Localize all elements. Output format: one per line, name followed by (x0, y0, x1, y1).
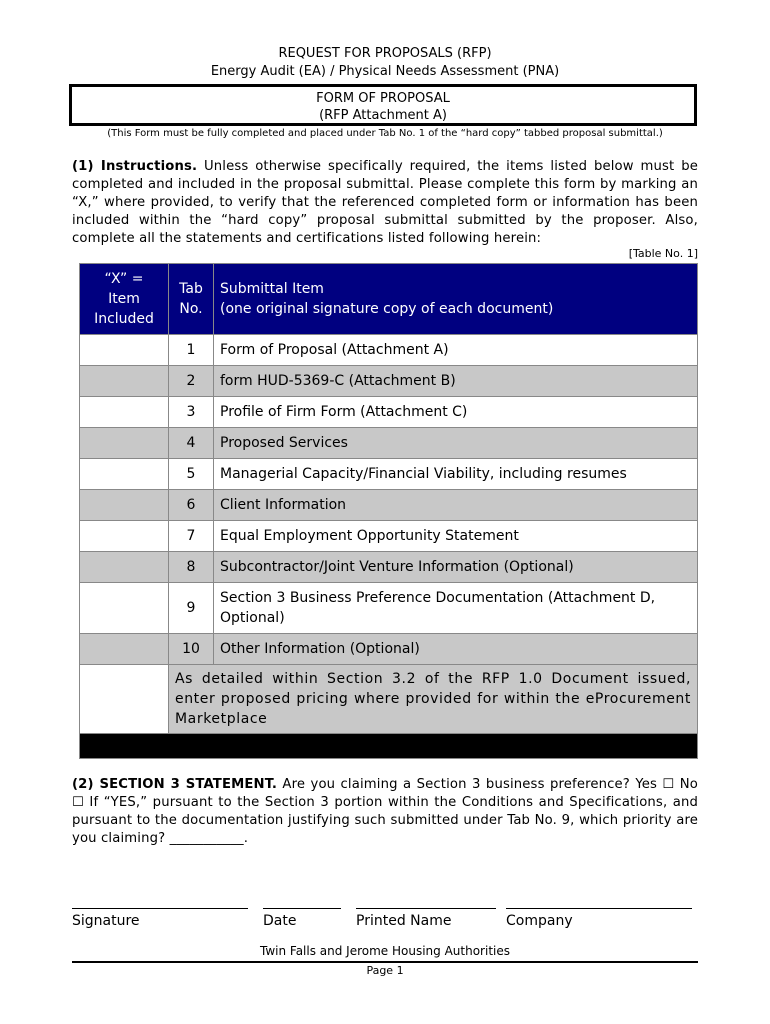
instructions-heading: (1) Instructions. (72, 159, 198, 174)
tab-number: 5 (169, 459, 214, 490)
table-row (80, 490, 698, 521)
submittal-table (79, 263, 698, 759)
submittal-item: form HUD-5369-C (Attachment B) (214, 366, 698, 397)
submittal-item: Subcontractor/Joint Venture Information (Optional) (214, 552, 698, 583)
include-checkbox[interactable] (80, 583, 169, 634)
include-checkbox[interactable] (80, 634, 169, 665)
submittal-item: Section 3 Business Preference Documentation (Attachment D, Optional) (214, 583, 698, 634)
form-title-box (69, 84, 697, 126)
page-number: Page 1 (366, 964, 404, 977)
footer-divider (72, 961, 698, 963)
tab-number: 7 (169, 521, 214, 552)
table-header-row (80, 264, 698, 335)
include-checkbox[interactable] (80, 459, 169, 490)
section3-heading: (2) SECTION 3 STATEMENT. (72, 777, 278, 792)
company-label: Company (506, 913, 573, 929)
include-checkbox[interactable] (80, 397, 169, 428)
header-tab: Tab No. (169, 264, 214, 335)
form-attachment: (RFP Attachment A) (319, 108, 447, 123)
header-included: “X” = Item Included (80, 264, 169, 335)
section3-text: Are you claiming a Section 3 business preference? Yes ☐ No ☐ If “YES,” pursuant to the Section 3 portion within the Conditions and Specifications, and pursuant to the documentation justifying such submitted under Tab No. 9, which priority are you claiming? ___________. (72, 777, 699, 846)
footer-org: Twin Falls and Jerome Housing Authorities (259, 944, 510, 958)
submittal-item: Profile of Firm Form (Attachment C) (214, 397, 698, 428)
submittal-item: Proposed Services (214, 428, 698, 459)
date-label: Date (263, 913, 297, 929)
include-checkbox[interactable] (80, 552, 169, 583)
printed-name-line[interactable] (356, 908, 496, 909)
table-row (80, 366, 698, 397)
header-item: Submittal Item (one original signature copy of each document) (214, 264, 698, 335)
doc-subtitle: Energy Audit (EA) / Physical Needs Assessment (PNA) (210, 64, 560, 79)
submittal-item: Managerial Capacity/Financial Viability, including resumes (214, 459, 698, 490)
include-checkbox[interactable] (80, 366, 169, 397)
tab-number: 8 (169, 552, 214, 583)
table-row (80, 428, 698, 459)
tab-number: 1 (169, 335, 214, 366)
table-label: [Table No. 1] (628, 247, 698, 260)
table-row (80, 521, 698, 552)
form-title: FORM OF PROPOSAL (316, 91, 450, 106)
submittal-item: Client Information (214, 490, 698, 521)
include-checkbox[interactable] (80, 335, 169, 366)
date-line[interactable] (263, 908, 341, 909)
pricing-row (80, 665, 698, 734)
section3-paragraph (72, 776, 698, 848)
tab-number: 9 (169, 583, 214, 634)
submittal-item: Form of Proposal (Attachment A) (214, 335, 698, 366)
table-row (80, 552, 698, 583)
table-row (80, 335, 698, 366)
tab-number: 10 (169, 634, 214, 665)
include-checkbox[interactable] (80, 490, 169, 521)
submittal-item: Other Information (Optional) (214, 634, 698, 665)
tab-number: 2 (169, 366, 214, 397)
table-row (80, 583, 698, 634)
table-row (80, 634, 698, 665)
include-checkbox[interactable] (80, 428, 169, 459)
instructions-paragraph (72, 158, 698, 248)
submittal-item: Equal Employment Opportunity Statement (214, 521, 698, 552)
include-checkbox[interactable] (80, 521, 169, 552)
table-footer-bar (80, 734, 698, 759)
include-checkbox[interactable] (80, 665, 169, 734)
printed-name-label: Printed Name (356, 913, 452, 929)
tab-number: 6 (169, 490, 214, 521)
tab-number: 4 (169, 428, 214, 459)
form-note: (This Form must be fully completed and placed under Tab No. 1 of the “hard copy” tabbed proposal submittal.) (107, 128, 663, 139)
company-line[interactable] (506, 908, 692, 909)
table-row (80, 459, 698, 490)
signature-line[interactable] (72, 908, 248, 909)
instructions-text: Unless otherwise specifically required, the items listed below must be completed and included in the proposal submittal. Please complete this form by marking an “X,” where provided, to verify that the referenced completed form or information has been included within the “hard copy” proposal submittal submitted by the proposer. Also, complete all the statements and certifications listed following herein: (72, 159, 698, 246)
signature-label: Signature (72, 913, 140, 929)
doc-title: REQUEST FOR PROPOSALS (RFP) (278, 46, 492, 61)
table-row (80, 397, 698, 428)
tab-number: 3 (169, 397, 214, 428)
pricing-text: As detailed within Section 3.2 of the RFP 1.0 Document issued, enter proposed pricing where provided for within the eProcurement Marketplace (169, 665, 698, 734)
